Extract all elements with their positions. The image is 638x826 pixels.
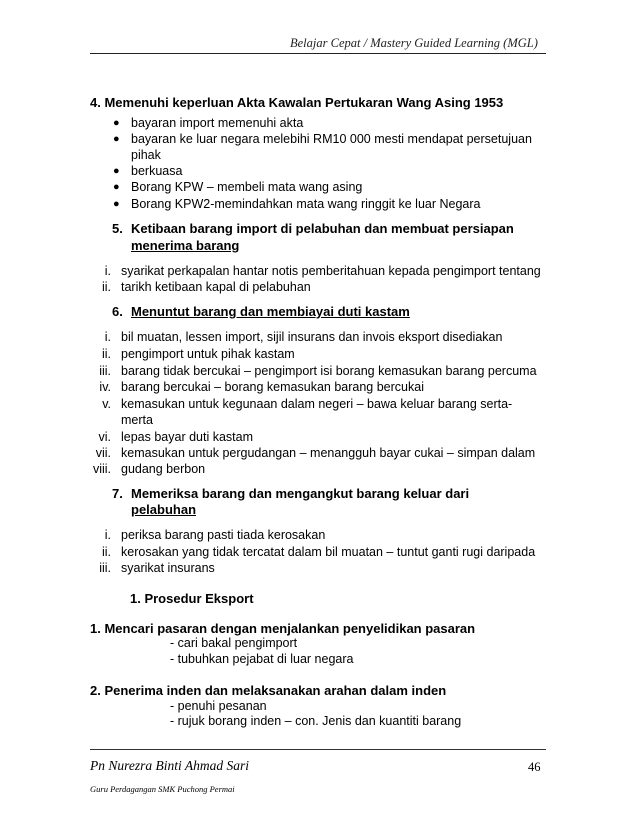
eksport-step-2-heading: 2. Penerima inden dan melaksanakan arahan dalam inden bbox=[90, 683, 447, 698]
bullet-dot-icon: ● bbox=[113, 165, 120, 177]
eksport-step-1-line: - cari bakal pengimport bbox=[170, 636, 298, 650]
eksport-step-1-line: - tubuhkan pejabat di luar negara bbox=[170, 652, 354, 666]
list-item: syarikat insurans bbox=[121, 561, 215, 575]
bullet-item-continuation: pihak bbox=[131, 148, 161, 162]
item-number: ii. bbox=[101, 545, 111, 559]
page-number: 46 bbox=[528, 760, 541, 774]
bullet-item: bayaran import memenuhi akta bbox=[131, 116, 304, 130]
list-item: periksa barang pasti tiada kerosakan bbox=[121, 528, 326, 542]
list-item: bil muatan, lessen import, sijil insurans dan invois eksport disediakan bbox=[121, 330, 503, 344]
list-item: barang tidak bercukai – pengimport isi borang kemasukan barang percuma bbox=[121, 364, 537, 378]
header-rule bbox=[90, 53, 546, 54]
list-item: tarikh ketibaan kapal di pelabuhan bbox=[121, 280, 311, 294]
section-5-heading: Ketibaan barang import di pelabuhan dan membuat persiapan bbox=[131, 221, 514, 236]
item-number: ii. bbox=[101, 347, 111, 361]
bullet-item: Borang KPW2-memindahkan mata wang ringgit ke luar Negara bbox=[131, 197, 481, 211]
item-number: iv. bbox=[99, 380, 111, 394]
list-item: kerosakan yang tidak tercatat dalam bil muatan – tuntut ganti rugi daripada bbox=[121, 545, 536, 559]
bullet-dot-icon: ● bbox=[113, 117, 120, 129]
page-header-title: Belajar Cepat / Mastery Guided Learning (MGL) bbox=[290, 36, 538, 50]
bullet-dot-icon: ● bbox=[113, 181, 120, 193]
bullet-dot-icon: ● bbox=[113, 198, 120, 210]
item-number: i. bbox=[104, 264, 111, 278]
list-item: pengimport untuk pihak kastam bbox=[121, 347, 295, 361]
section-7-heading-cont: pelabuhan bbox=[131, 502, 197, 517]
footer-rule bbox=[90, 749, 546, 750]
item-number: iii. bbox=[99, 561, 111, 575]
section-7-heading: Memeriksa barang dan mengangkut barang keluar dari bbox=[131, 486, 470, 501]
list-item: gudang berbon bbox=[121, 462, 206, 476]
list-item-continuation: merta bbox=[121, 413, 153, 427]
bullet-item: berkuasa bbox=[131, 164, 183, 178]
footer-author-name: Pn Nurezra Binti Ahmad Sari bbox=[90, 758, 250, 773]
section-7-number: 7. bbox=[112, 486, 123, 501]
section-4-heading: 4. Memenuhi keperluan Akta Kawalan Pertukaran Wang Asing 1953 bbox=[90, 95, 504, 110]
bullet-item: Borang KPW – membeli mata wang asing bbox=[131, 180, 363, 194]
eksport-step-2-line: - rujuk borang inden – con. Jenis dan kuantiti barang bbox=[170, 714, 462, 728]
list-item: barang bercukai – borang kemasukan barang bercukai bbox=[121, 380, 424, 394]
section-6-heading: Menuntut barang dan membiayai duti kastam bbox=[131, 304, 410, 319]
item-number: i. bbox=[104, 528, 111, 542]
list-item: kemasukan untuk pergudangan – menangguh bayar cukai – simpan dalam bbox=[121, 446, 536, 460]
list-item: kemasukan untuk kegunaan dalam negeri – bawa keluar barang serta- bbox=[121, 397, 513, 411]
item-number: i. bbox=[104, 330, 111, 344]
section-6-number: 6. bbox=[112, 304, 123, 319]
item-number: v. bbox=[102, 397, 111, 411]
list-item: syarikat perkapalan hantar notis pemberitahuan kepada pengimport tentang bbox=[121, 264, 541, 278]
footer-author-subtitle: Guru Perdagangan SMK Puchong Permai bbox=[90, 784, 235, 794]
section-5-heading-cont: menerima barang bbox=[131, 238, 240, 253]
eksport-step-2-line: - penuhi pesanan bbox=[170, 699, 267, 713]
section-5-number: 5. bbox=[112, 221, 123, 236]
item-number: ii. bbox=[101, 280, 111, 294]
eksport-step-1-heading: 1. Mencari pasaran dengan menjalankan penyelidikan pasaran bbox=[90, 621, 476, 636]
bullet-dot-icon: ● bbox=[113, 133, 120, 145]
list-item: lepas bayar duti kastam bbox=[121, 430, 254, 444]
item-number: vi. bbox=[98, 430, 111, 444]
item-number: iii. bbox=[99, 364, 111, 378]
item-number: vii. bbox=[95, 446, 111, 460]
eksport-section-title: 1. Prosedur Eksport bbox=[130, 591, 254, 606]
item-number: viii. bbox=[92, 462, 111, 476]
bullet-item: bayaran ke luar negara melebihi RM10 000 mesti mendapat persetujuan bbox=[131, 132, 532, 146]
